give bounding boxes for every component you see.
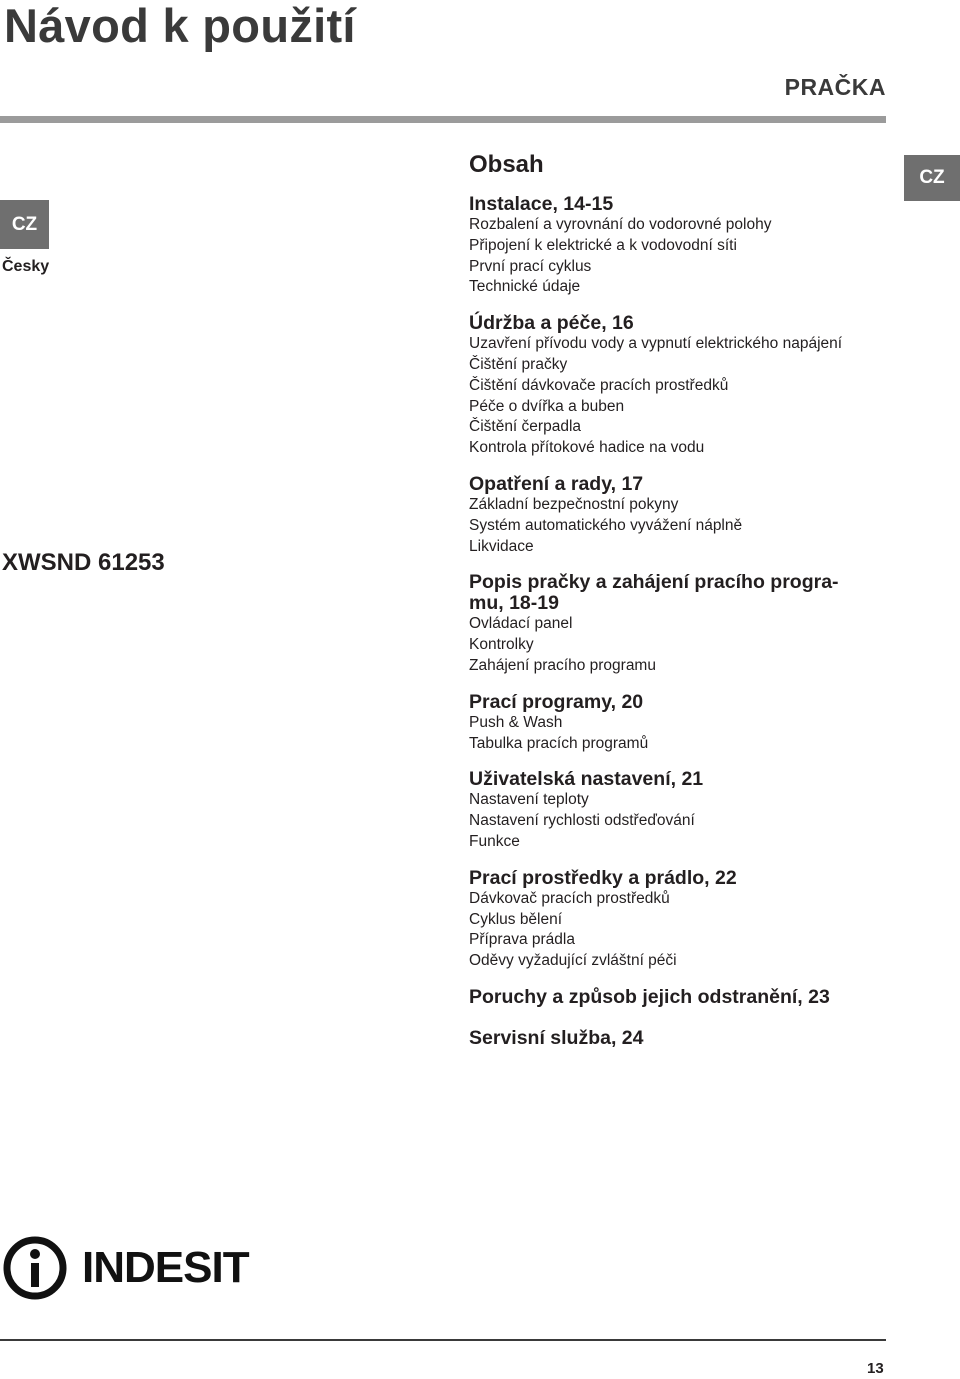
toc-item: Likvidace <box>469 537 534 555</box>
toc-item: Ovládací panel <box>469 615 573 633</box>
toc-item: Péče o dvířka a buben <box>469 397 625 415</box>
toc-item: Příprava prádla <box>469 931 575 949</box>
language-tab: CZ <box>904 155 960 201</box>
toc-item: Zahájení pracího programu <box>469 656 656 674</box>
toc-item: Dávkovač pracích prostředků <box>469 889 670 907</box>
toc-item: Uzavření přívodu vody a vypnutí elektrického napájení <box>469 335 843 353</box>
toc-item: Základní bezpečnostní pokyny <box>469 495 679 513</box>
toc-section <box>469 1028 889 1049</box>
brand-wordmark: INDESIT <box>82 1243 249 1292</box>
toc-section <box>469 868 889 972</box>
toc-item: Čištění pračky <box>469 355 568 373</box>
indesit-i-logo-icon <box>2 1235 68 1301</box>
toc-section-title: Servisní služba, 24 <box>469 1026 644 1049</box>
toc-section-title: Uživatelská nastavení, 21 <box>469 768 704 791</box>
page-number: 13 <box>867 1360 884 1377</box>
toc-item: Připojení k elektrické a k vodovodní síti <box>469 236 737 254</box>
model-number: XWSND 61253 <box>2 549 165 576</box>
toc-section-title: Popis pračky a zahájení pracího progra- mu, 18-19 <box>469 571 839 615</box>
toc-section-title: Prací prostředky a prádlo, 22 <box>469 866 737 889</box>
toc-item: Nastavení rychlosti odstřeďování <box>469 812 695 830</box>
toc-item: Cyklus bělení <box>469 910 563 928</box>
toc-item: Nastavení teploty <box>469 791 589 809</box>
toc-item: Tabulka pracích programů <box>469 734 649 752</box>
toc-item: Systém automatického vyvážení náplně <box>469 516 743 534</box>
toc-heading: Obsah <box>469 151 544 178</box>
header-divider <box>0 116 886 123</box>
toc-section <box>469 313 889 459</box>
toc-section-title: Opatření a rady, 17 <box>469 472 644 495</box>
language-name: Česky <box>2 258 50 275</box>
toc-section <box>469 769 889 852</box>
toc-item: Čištění dávkovače pracích prostředků <box>469 376 729 394</box>
toc-section-title: Údržba a péče, 16 <box>469 312 634 335</box>
toc-item: Kontrolky <box>469 636 534 654</box>
toc-item: Čištění čerpadla <box>469 418 582 436</box>
brand-logo <box>2 1235 249 1301</box>
toc-item: Rozbalení a vyrovnání do vodorovné polohy <box>469 216 772 233</box>
language-badge: CZ <box>0 200 49 249</box>
toc-section-title: Poruchy a způsob jejich odstranění, 23 <box>469 985 830 1008</box>
product-type: PRAČKA <box>784 74 886 100</box>
toc-section-title: Prací programy, 20 <box>469 690 644 713</box>
toc-section <box>469 572 889 676</box>
toc-section <box>469 987 889 1008</box>
toc-section-title: Instalace, 14-15 <box>469 193 614 215</box>
toc-sections <box>469 194 889 1049</box>
toc-item: Kontrola přítokové hadice na vodu <box>469 439 705 457</box>
toc-section <box>469 194 889 298</box>
toc-section <box>469 692 889 755</box>
toc-item: Technické údaje <box>469 278 581 296</box>
toc-item: První prací cyklus <box>469 257 592 275</box>
table-of-contents <box>469 148 889 1064</box>
toc-item: Push & Wash <box>469 713 563 731</box>
page-title: Návod k použití <box>4 0 356 52</box>
footer-divider <box>0 1339 886 1341</box>
toc-section <box>469 474 889 557</box>
toc-item: Oděvy vyžadující zvláštní péči <box>469 952 677 970</box>
toc-item: Funkce <box>469 832 520 850</box>
